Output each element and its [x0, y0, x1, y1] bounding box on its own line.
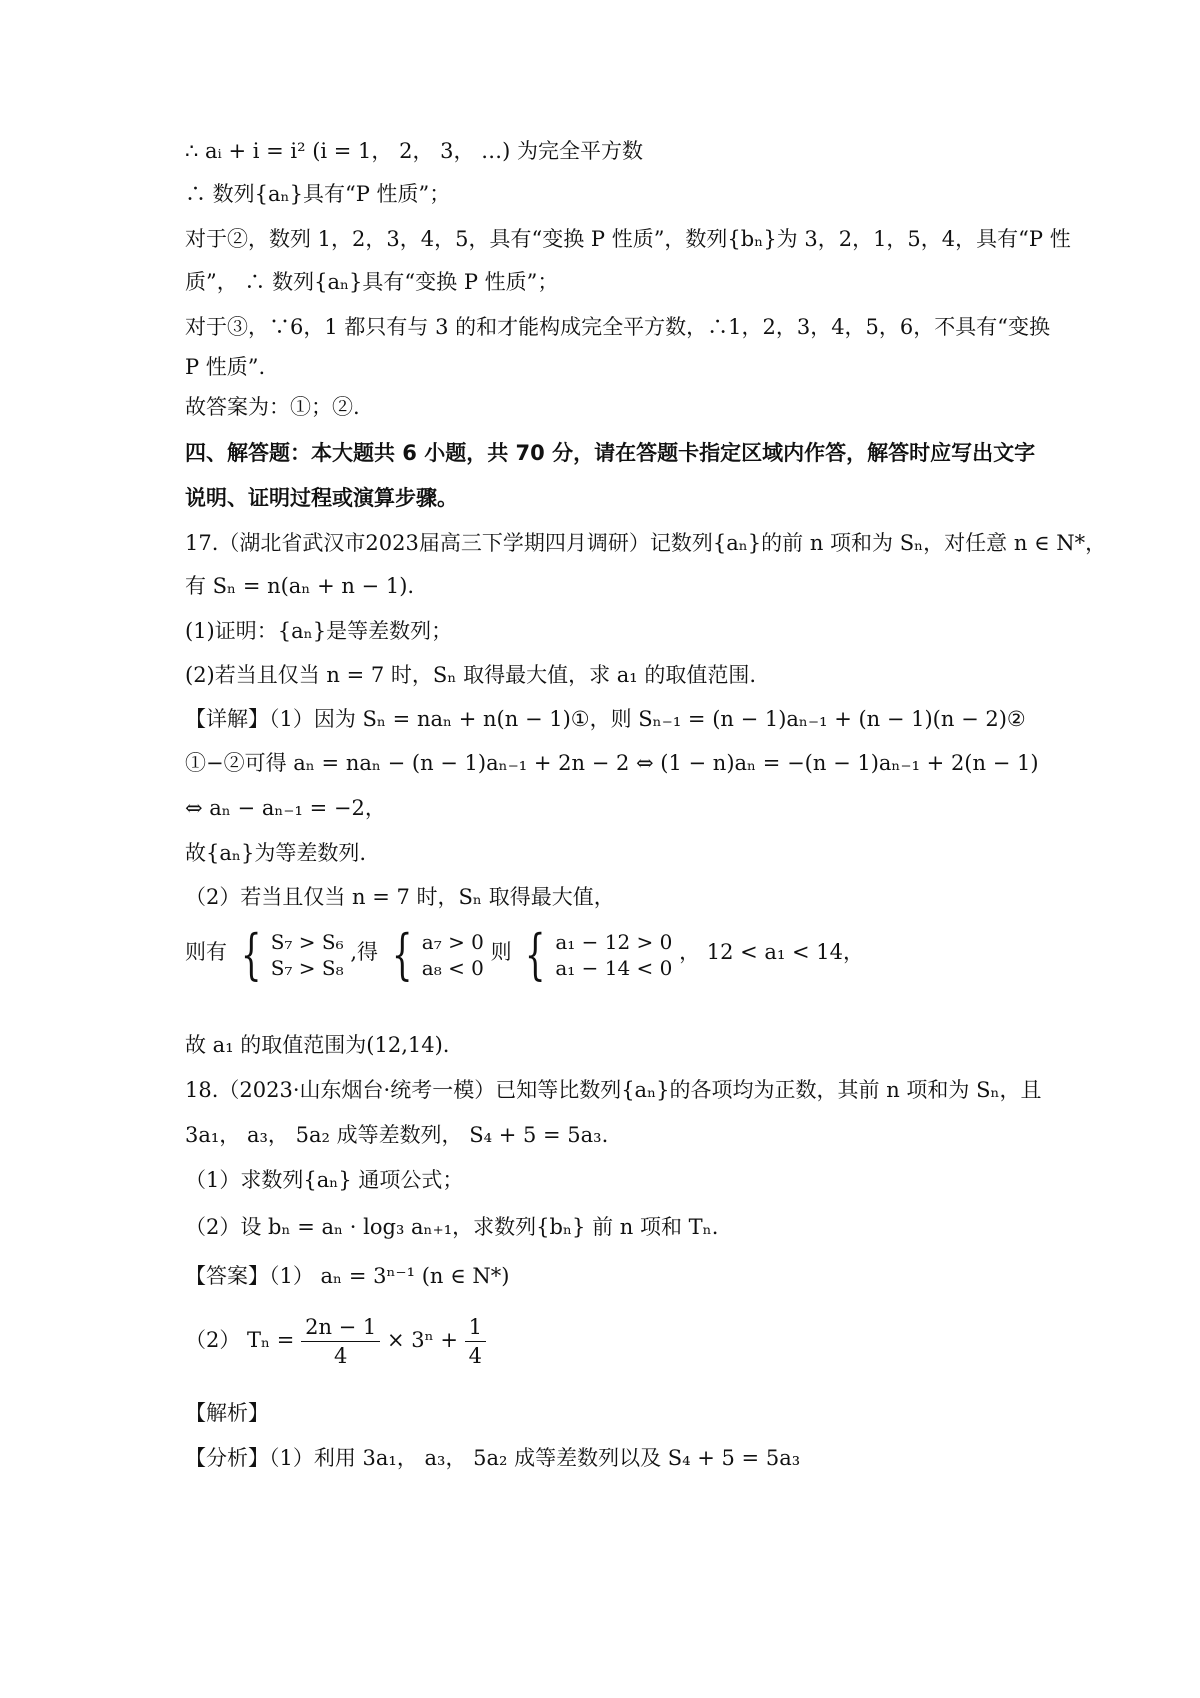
- system-1-row-1: S₇ > S₆: [270, 930, 344, 954]
- question-18-part-2: （2）设 bₙ = aₙ · log₃ aₙ₊₁，求数列{bₙ} 前 n 项和 Tₙ.: [185, 1215, 719, 1239]
- fraction: [465, 1313, 486, 1370]
- solution-line: ①−②可得 aₙ = naₙ − (n − 1)aₙ₋₁ + 2n − 2 ⇔ (1 − n)aₙ = −(n − 1)aₙ₋₁ + 2(n − 1): [185, 751, 1039, 775]
- solution-line: 故 a₁ 的取值范围为(12,14).: [185, 1033, 450, 1057]
- text-line: 对于②，数列 1，2，3，4，5，具有“变换 P 性质”，数列{bₙ}为 3，2，1，5，4，具有“P 性: [185, 227, 1071, 251]
- brace-icon: {: [240, 923, 262, 986]
- question-18-text: 3a₁， a₃， 5a₂ 成等差数列， S₄ + 5 = 5a₃.: [185, 1123, 609, 1147]
- text-line: ∴ aᵢ + i = i² (i = 1， 2， 3， …) 为完全平方数: [185, 139, 644, 163]
- question-17-part-2: (2)若当且仅当 n = 7 时，Sₙ 取得最大值，求 a₁ 的取值范围.: [185, 663, 757, 687]
- fraction: [301, 1313, 380, 1370]
- question-17-text: 有 Sₙ = n(aₙ + n − 1).: [185, 574, 415, 598]
- fraction-denominator: 4: [468, 1344, 483, 1368]
- system-1-row-2: S₇ > S₈: [270, 956, 344, 980]
- brace-icon: {: [525, 923, 546, 986]
- system-1: [234, 924, 344, 984]
- system-connector: ,得: [350, 940, 379, 964]
- inequality-system-line: [185, 922, 1025, 984]
- text-line: 故答案为：①；②.: [185, 395, 360, 419]
- answer-prefix: （2） Tₙ =: [185, 1328, 295, 1352]
- question-18-part-1: （1）求数列{aₙ} 通项公式；: [185, 1168, 464, 1192]
- solution-line: 【详解】（1）因为 Sₙ = naₙ + n(n − 1)①，则 Sₙ₋₁ = (n − 1)aₙ₋₁ + (n − 1)(n − 2)②: [185, 707, 1026, 731]
- solution-line: （2）若当且仅当 n = 7 时，Sₙ 取得最大值，: [185, 885, 615, 909]
- system-2-row-2: a₈ < 0: [421, 956, 484, 980]
- system-prefix: 则有: [185, 940, 227, 964]
- text-line: 质”， ∴ 数列{aₙ}具有“变换 P 性质”；: [185, 270, 559, 294]
- question-17-part-1: (1)证明：{aₙ}是等差数列；: [185, 619, 453, 643]
- fraction-numerator: 1: [465, 1313, 486, 1342]
- solution-line: 故{aₙ}为等差数列.: [185, 841, 367, 865]
- analysis-label: 【解析】: [185, 1401, 269, 1425]
- answer-line: 【答案】（1） aₙ = 3ⁿ⁻¹ (n ∈ N*): [185, 1264, 510, 1288]
- text-line: ∴ 数列{aₙ}具有“P 性质”；: [185, 182, 451, 206]
- section-heading: 说明、证明过程或演算步骤。: [185, 486, 458, 510]
- text-line: 对于③，∵6，1 都只有与 3 的和才能构成完全平方数，∴1，2，3，4，5，6，不具有“变换: [185, 315, 1051, 339]
- analysis-line: 【分析】（1）利用 3a₁， a₃， 5a₂ 成等差数列以及 S₄ + 5 = 5a₃: [185, 1446, 801, 1470]
- brace-icon: {: [391, 923, 413, 986]
- question-18-text: 18.（2023·山东烟台·统考一模）已知等比数列{aₙ}的各项均为正数，其前 n 项和为 Sₙ，且: [185, 1078, 1042, 1102]
- system-result: ， 12 < a₁ < 14，: [679, 940, 865, 964]
- system-3-row-1: a₁ − 12 > 0: [555, 930, 673, 954]
- section-heading: 四、解答题：本大题共 6 小题，共 70 分，请在答题卡指定区域内作答，解答时应写出文字: [185, 441, 1036, 465]
- system-2-row-1: a₇ > 0: [421, 930, 484, 954]
- fraction-denominator: 4: [334, 1344, 348, 1368]
- system-3: [518, 924, 672, 984]
- text-line: P 性质”.: [185, 355, 266, 379]
- answer-fraction-line: [185, 1310, 1025, 1370]
- system-3-row-2: a₁ − 14 < 0: [555, 956, 673, 980]
- solution-line: ⇔ aₙ − aₙ₋₁ = −2，: [185, 796, 386, 820]
- system-2: [385, 924, 484, 984]
- answer-middle: × 3ⁿ +: [386, 1328, 458, 1352]
- question-17-text: 17.（湖北省武汉市2023届高三下学期四月调研）记数列{aₙ}的前 n 项和为 Sₙ，对任意 n ∈ N*，: [185, 531, 1107, 555]
- system-connector: 则: [490, 940, 512, 964]
- fraction-numerator: 2n − 1: [301, 1313, 380, 1342]
